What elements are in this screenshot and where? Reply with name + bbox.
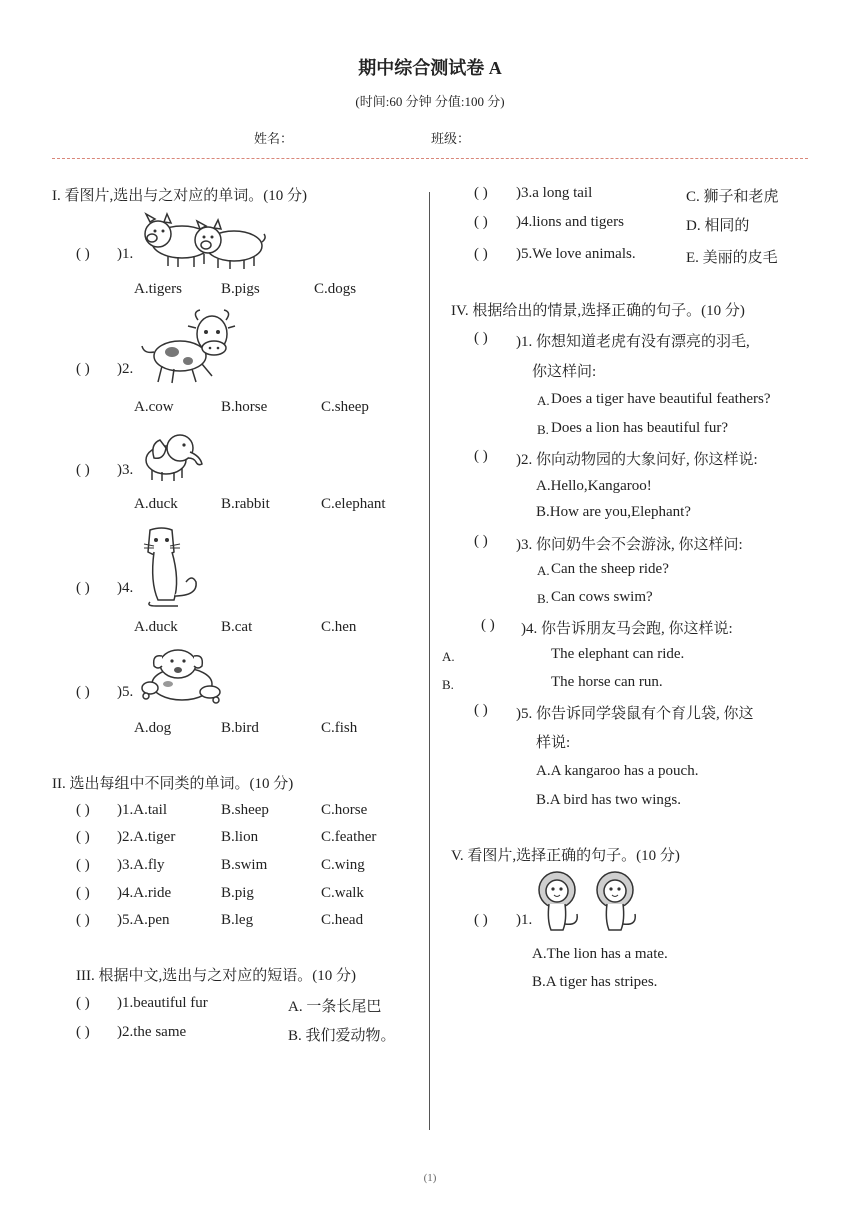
answer-paren[interactable]: ( ) xyxy=(76,857,90,873)
question-prompt-cont: 样说: xyxy=(536,735,571,751)
answer-paren[interactable]: ( ) xyxy=(76,885,90,901)
option-a: A.duck xyxy=(134,619,178,635)
option-c: C.sheep xyxy=(321,399,369,415)
phrase-option: E. 美丽的皮毛 xyxy=(686,250,778,266)
question-number: )3. xyxy=(117,462,134,478)
answer-paren[interactable]: ( ) xyxy=(474,214,488,230)
option-b: B.sheep xyxy=(221,802,269,818)
option-a: A.cow xyxy=(134,399,174,415)
answer-paren[interactable]: ( ) xyxy=(76,829,90,845)
dog-picture xyxy=(138,644,224,706)
option-a: )4.A.ride xyxy=(117,885,172,901)
phrase: )3.a long tail xyxy=(516,185,593,201)
option-b: B.pigs xyxy=(221,281,260,297)
page-number: (1) xyxy=(423,1172,437,1184)
option-a: A.dog xyxy=(134,720,172,736)
option-a: )3.A.fly xyxy=(117,857,165,873)
question-number: )5. xyxy=(117,684,134,700)
phrase-option: D. 相同的 xyxy=(686,218,750,234)
option-label-b: B. xyxy=(537,591,549,606)
option-b: B.cat xyxy=(221,619,253,635)
header-divider xyxy=(52,158,808,159)
option-c: C.head xyxy=(321,912,364,928)
page-title: 期中综合测试卷 A xyxy=(358,58,502,78)
answer-paren[interactable]: ( ) xyxy=(76,802,90,818)
section-5-heading: V. 看图片,选择正确的句子。(10 分) xyxy=(451,848,680,864)
phrase-option: C. 狮子和老虎 xyxy=(686,189,779,205)
question-number: )2. xyxy=(117,361,134,377)
answer-paren[interactable]: ( ) xyxy=(474,330,488,346)
option-a: Does a tiger have beautiful feathers? xyxy=(551,391,771,407)
phrase: )1.beautiful fur xyxy=(117,995,208,1011)
section-1-heading: I. 看图片,选出与之对应的单词。(10 分) xyxy=(52,188,307,204)
phrase-option: A. 一条长尾巴 xyxy=(288,999,382,1015)
phrase: )4.lions and tigers xyxy=(516,214,624,230)
option-b: B.A tiger has stripes. xyxy=(532,974,658,990)
option-b: B.pig xyxy=(221,885,254,901)
option-c: C.dogs xyxy=(314,281,357,297)
option-c: C.feather xyxy=(321,829,377,845)
answer-paren[interactable]: ( ) xyxy=(481,617,495,633)
class-label: 班级： xyxy=(431,131,471,146)
answer-paren[interactable]: ( ) xyxy=(76,684,90,700)
question-prompt: )3. 你问奶牛会不会游泳, 你这样问: xyxy=(516,537,743,553)
option-c: C.fish xyxy=(321,720,358,736)
option-b: B.A bird has two wings. xyxy=(536,792,682,808)
answer-paren[interactable]: ( ) xyxy=(76,912,90,928)
option-c: C.hen xyxy=(321,619,357,635)
option-c: C.elephant xyxy=(321,496,386,512)
option-a: )5.A.pen xyxy=(117,912,170,928)
option-label-b: B. xyxy=(442,677,454,692)
option-label-a: A. xyxy=(537,563,550,578)
option-b: B.lion xyxy=(221,829,259,845)
option-a: Can the sheep ride? xyxy=(551,561,669,577)
answer-paren[interactable]: ( ) xyxy=(474,185,488,201)
option-b: B.bird xyxy=(221,720,259,736)
option-c: C.walk xyxy=(321,885,364,901)
page-subtitle: (时间:60 分钟 分值:100 分) xyxy=(355,94,505,109)
question-number: )1. xyxy=(117,246,134,262)
answer-paren[interactable]: ( ) xyxy=(474,702,488,718)
question-prompt: )2. 你向动物园的大象问好, 你这样说: xyxy=(516,452,758,468)
question-number: )4. xyxy=(117,580,134,596)
option-b: B.leg xyxy=(221,912,254,928)
lions-picture xyxy=(533,870,643,934)
cat-picture xyxy=(140,522,202,608)
section-4-heading: IV. 根据给出的情景,选择正确的句子。(10 分) xyxy=(451,303,745,319)
option-a: A.duck xyxy=(134,496,178,512)
answer-paren[interactable]: ( ) xyxy=(76,580,90,596)
option-a: A.A kangaroo has a pouch. xyxy=(536,763,699,779)
option-label-a: A. xyxy=(442,649,455,664)
option-a: A.Hello,Kangaroo! xyxy=(536,478,652,494)
option-b: Does a lion has beautiful fur? xyxy=(551,420,729,436)
option-b: B.horse xyxy=(221,399,268,415)
option-b: B.How are you,Elephant? xyxy=(536,504,691,520)
option-label-a: A. xyxy=(537,393,550,408)
phrase: )5.We love animals. xyxy=(516,246,636,262)
phrase-option: B. 我们爱动物。 xyxy=(288,1028,396,1044)
answer-paren[interactable]: ( ) xyxy=(474,448,488,464)
answer-paren[interactable]: ( ) xyxy=(76,361,90,377)
pigs-picture xyxy=(138,212,266,270)
option-a: )2.A.tiger xyxy=(117,829,176,845)
option-b: B.swim xyxy=(221,857,268,873)
phrase: )2.the same xyxy=(117,1024,187,1040)
option-a: A.The lion has a mate. xyxy=(532,946,668,962)
option-b: B.rabbit xyxy=(221,496,270,512)
elephant-picture xyxy=(138,426,204,482)
answer-paren[interactable]: ( ) xyxy=(76,1024,90,1040)
option-b: Can cows swim? xyxy=(551,589,653,605)
answer-paren[interactable]: ( ) xyxy=(474,912,488,928)
option-c: C.wing xyxy=(321,857,365,873)
answer-paren[interactable]: ( ) xyxy=(76,995,90,1011)
question-number: )1. xyxy=(516,912,533,928)
name-label: 姓名： xyxy=(254,131,294,146)
question-prompt-cont: 你这样问: xyxy=(532,364,597,380)
option-c: C.horse xyxy=(321,802,368,818)
answer-paren[interactable]: ( ) xyxy=(76,246,90,262)
column-divider xyxy=(429,192,430,1130)
option-a: )1.A.tail xyxy=(117,802,167,818)
answer-paren[interactable]: ( ) xyxy=(474,246,488,262)
answer-paren[interactable]: ( ) xyxy=(76,462,90,478)
option-a: The elephant can ride. xyxy=(551,646,685,662)
option-b: The horse can run. xyxy=(551,674,663,690)
section-2-heading: II. 选出每组中不同类的单词。(10 分) xyxy=(52,776,294,792)
option-a: A.tigers xyxy=(134,281,182,297)
question-prompt: )1. 你想知道老虎有没有漂亮的羽毛, xyxy=(516,334,750,350)
cow-picture xyxy=(140,306,236,386)
question-prompt: )4. 你告诉朋友马会跑, 你这样说: xyxy=(521,621,733,637)
question-prompt: )5. 你告诉同学袋鼠有个育儿袋, 你这 xyxy=(516,706,754,722)
option-label-b: B. xyxy=(537,422,549,437)
answer-paren[interactable]: ( ) xyxy=(474,533,488,549)
section-3-heading: III. 根据中文,选出与之对应的短语。(10 分) xyxy=(76,968,356,984)
